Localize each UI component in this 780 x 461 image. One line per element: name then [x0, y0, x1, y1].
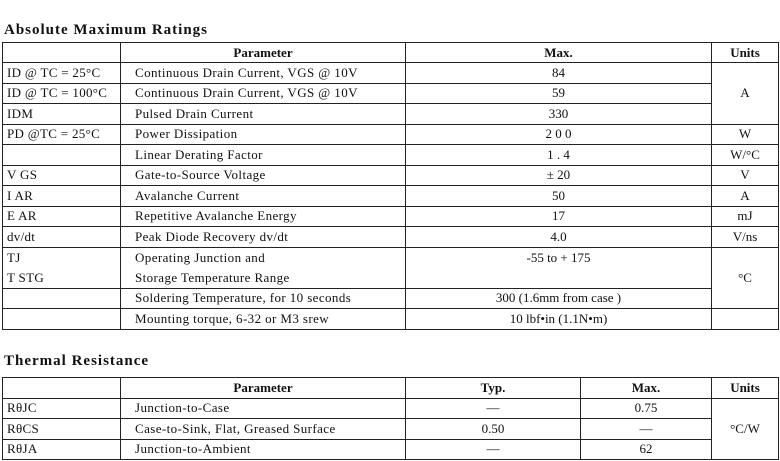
row-parameter: Continuous Drain Current, VGS @ 10V — [121, 83, 406, 104]
table-row — [3, 439, 779, 460]
row-symbol: RθJC — [3, 398, 121, 419]
row-symbol: RθCS — [3, 419, 121, 440]
row-max: 300 (1.6mm from case ) — [406, 288, 712, 309]
row-unit: W/°C — [712, 145, 779, 166]
row-typ: — — [406, 439, 581, 460]
row-symbol — [3, 145, 121, 166]
row-unit: mJ — [712, 206, 779, 227]
row-symbol: V GS — [3, 165, 121, 186]
table-row — [3, 104, 779, 125]
row-max: ± 20 — [406, 165, 712, 186]
row-symbol: ID @ TC = 25°C — [3, 63, 121, 84]
table-row — [3, 309, 779, 330]
header-symbol — [3, 378, 121, 399]
header-units: Units — [712, 378, 779, 399]
row-parameter: Linear Derating Factor — [121, 145, 406, 166]
row-max: 1 . 4 — [406, 145, 712, 166]
table-row — [3, 419, 779, 440]
row-symbol: RθJA — [3, 439, 121, 460]
header-max: Max. — [406, 43, 712, 63]
row-max: 84 — [406, 63, 712, 84]
row-parameter: Repetitive Avalanche Energy — [121, 206, 406, 227]
row-symbol: IDM — [3, 104, 121, 125]
row-parameter: Operating Junction and — [121, 247, 406, 268]
row-parameter: Peak Diode Recovery dv/dt — [121, 227, 406, 248]
row-typ: 0.50 — [406, 419, 581, 440]
row-symbol: dv/dt — [3, 227, 121, 248]
row-parameter: Storage Temperature Range — [121, 268, 406, 289]
row-symbol — [3, 288, 121, 309]
table-row — [3, 268, 779, 289]
row-units-current: A — [712, 63, 779, 125]
row-max: 10 lbf•in (1.1N•m) — [406, 309, 712, 330]
absolute-maximum-ratings-title: Absolute Maximum Ratings — [4, 22, 209, 38]
thermal-resistance-table — [2, 377, 779, 460]
row-symbol: E AR — [3, 206, 121, 227]
table-header-row — [3, 378, 779, 399]
table-row — [3, 398, 779, 419]
row-symbol: PD @TC = 25°C — [3, 124, 121, 145]
table-row — [3, 227, 779, 248]
row-max: 50 — [406, 186, 712, 207]
header-units: Units — [712, 43, 779, 63]
row-units-thermal: °C/W — [712, 398, 779, 460]
row-max: -55 to + 175 — [406, 247, 712, 268]
row-max: 4.0 — [406, 227, 712, 248]
row-symbol: T STG — [3, 268, 121, 289]
row-parameter: Soldering Temperature, for 10 seconds — [121, 288, 406, 309]
table-row — [3, 83, 779, 104]
row-unit: V — [712, 165, 779, 186]
table-header-row — [3, 43, 779, 63]
row-parameter: Case-to-Sink, Flat, Greased Surface — [121, 419, 406, 440]
row-max: 330 — [406, 104, 712, 125]
row-parameter: Pulsed Drain Current — [121, 104, 406, 125]
table-row — [3, 186, 779, 207]
row-parameter: Gate-to-Source Voltage — [121, 165, 406, 186]
row-symbol: I AR — [3, 186, 121, 207]
row-symbol — [3, 309, 121, 330]
table-row — [3, 288, 779, 309]
header-parameter: Parameter — [121, 43, 406, 63]
row-units-temperature: °C — [712, 247, 779, 309]
thermal-resistance-title: Thermal Resistance — [4, 353, 150, 369]
table-row — [3, 124, 779, 145]
table-row — [3, 247, 779, 268]
row-symbol: TJ — [3, 247, 121, 268]
table-row — [3, 63, 779, 84]
row-parameter: Continuous Drain Current, VGS @ 10V — [121, 63, 406, 84]
row-symbol: ID @ TC = 100°C — [3, 83, 121, 104]
row-max: 62 — [581, 439, 712, 460]
row-max: 2 0 0 — [406, 124, 712, 145]
row-max: — — [581, 419, 712, 440]
table-row — [3, 206, 779, 227]
absolute-maximum-ratings-table — [2, 42, 779, 330]
row-unit-empty — [712, 309, 779, 330]
header-typ: Typ. — [406, 378, 581, 399]
row-parameter: Mounting torque, 6-32 or M3 srew — [121, 309, 406, 330]
row-parameter: Power Dissipation — [121, 124, 406, 145]
row-unit: A — [712, 186, 779, 207]
header-symbol — [3, 43, 121, 63]
row-parameter: Junction-to-Ambient — [121, 439, 406, 460]
row-parameter: Avalanche Current — [121, 186, 406, 207]
row-max: 17 — [406, 206, 712, 227]
row-parameter: Junction-to-Case — [121, 398, 406, 419]
header-max: Max. — [581, 378, 712, 399]
header-parameter: Parameter — [121, 378, 406, 399]
table-row — [3, 145, 779, 166]
row-typ: — — [406, 398, 581, 419]
row-max — [406, 268, 712, 289]
table-row — [3, 165, 779, 186]
row-unit: W — [712, 124, 779, 145]
row-max: 0.75 — [581, 398, 712, 419]
row-max: 59 — [406, 83, 712, 104]
row-unit: V/ns — [712, 227, 779, 248]
